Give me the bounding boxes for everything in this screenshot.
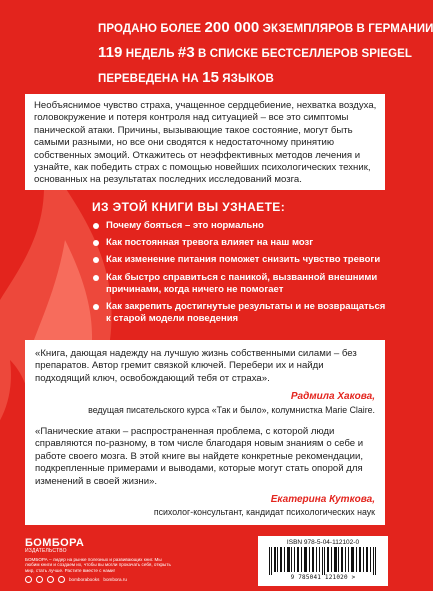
learn-list bbox=[92, 220, 392, 325]
reviews-box bbox=[25, 340, 385, 525]
social-links bbox=[25, 576, 175, 583]
instagram-icon[interactable] bbox=[36, 576, 43, 583]
barcode-digits: 9 785041 121020 > bbox=[290, 574, 356, 581]
review-role: ведущая писательского курса «Так и было», колумнистка Marie Claire. bbox=[88, 404, 375, 415]
publisher-logo: БОМБОРА bbox=[25, 537, 85, 549]
social-handle[interactable]: bomborabooks bbox=[69, 577, 100, 583]
facebook-icon[interactable] bbox=[47, 576, 54, 583]
barcode-icon bbox=[267, 547, 379, 575]
bullet-icon bbox=[93, 304, 99, 310]
bullet-icon bbox=[93, 275, 99, 281]
stat-line-sales: ПРОДАНО БОЛЕЕ 200 000 ЭКЗЕМПЛЯРОВ В ГЕРМАНИИ bbox=[98, 19, 433, 36]
review-text: «Книга, дающая надежду на лучшую жизнь собственными силами – без препаратов. Автор гремит связкой ключей. Перебери их и найди подходящий ключ, освобождающий тебя от страха». bbox=[35, 348, 357, 384]
review-text: «Панические атаки – распространенная проблема, с которой люди справляются по-разному, в том числе благодаря новым знаниям о себе и работе своего мозга. В этой книге вы найдете конкретные рекомендации, подкрепленные примерами и выводами, которые могут стать опорой для изменений в своей жизни». bbox=[35, 426, 364, 487]
learn-item: Как закрепить достигнутые результаты и не возвращаться к старой модели поведения bbox=[92, 301, 392, 325]
review-role: психолог-консультант, кандидат психологических наук bbox=[153, 507, 375, 518]
sales-stats bbox=[98, 16, 433, 91]
learn-item: Как быстро справиться с паникой, вызванной внешними причинами, когда ничего не помогает bbox=[92, 272, 392, 296]
vk-icon[interactable] bbox=[25, 576, 32, 583]
intro-text: Необъяснимое чувство страха, учащенное сердцебиение, нехватка воздуха, головокружение и потеря контроля над ситуацией – все это симптомы панической атаки. Причины, вызывающие такое состояние, могут быть самыми разными, но все они сводятся к недостаточному принятию собственных эмоций. Откажитесь от неэффективных методов лечения и узнайте, как победить страх с помощью новейших психологических техник, основанных на результатах последних исследований мозга. bbox=[34, 100, 377, 186]
bullet-icon bbox=[93, 257, 99, 263]
stat-line-weeks: 119 НЕДЕЛЬ #3 В СПИСКЕ БЕСТСЕЛЛЕРОВ SPIEGEL bbox=[98, 44, 413, 61]
learn-section bbox=[92, 200, 392, 330]
publisher-note: БОМБОРА – лидер на рынке полезных и развивающих книг. Мы любим книги и создаем их, чтобы вы могли прокачать себя, открыть мир, стать лучше. Растите вместе с нами! bbox=[25, 557, 171, 573]
bullet-icon bbox=[93, 240, 99, 246]
publisher-subtitle: ИЗДАТЕЛЬСТВО bbox=[25, 548, 67, 554]
review-author: Радмила Хакова, bbox=[290, 391, 375, 403]
isbn-label: ISBN 978-5-04-112102-0 bbox=[286, 539, 360, 546]
learn-item: Как постоянная тревога влияет на наш мозг bbox=[92, 237, 392, 249]
learn-item: Как изменение питания поможет снизить чувство тревоги bbox=[92, 254, 392, 266]
learn-item: Почему бояться – это нормально bbox=[92, 220, 392, 232]
website-link[interactable]: bombora.ru bbox=[103, 577, 127, 583]
review-author: Екатерина Куткова, bbox=[270, 494, 375, 506]
youtube-icon[interactable] bbox=[58, 576, 65, 583]
learn-title: ИЗ ЭТОЙ КНИГИ ВЫ УЗНАЕТЕ: bbox=[92, 200, 286, 214]
stat-line-translations: ПЕРЕВЕДЕНА НА 15 ЯЗЫКОВ bbox=[98, 69, 274, 86]
barcode-box bbox=[258, 536, 388, 586]
bullet-icon bbox=[93, 223, 99, 229]
intro-box bbox=[25, 94, 385, 190]
publisher-block bbox=[25, 537, 175, 583]
